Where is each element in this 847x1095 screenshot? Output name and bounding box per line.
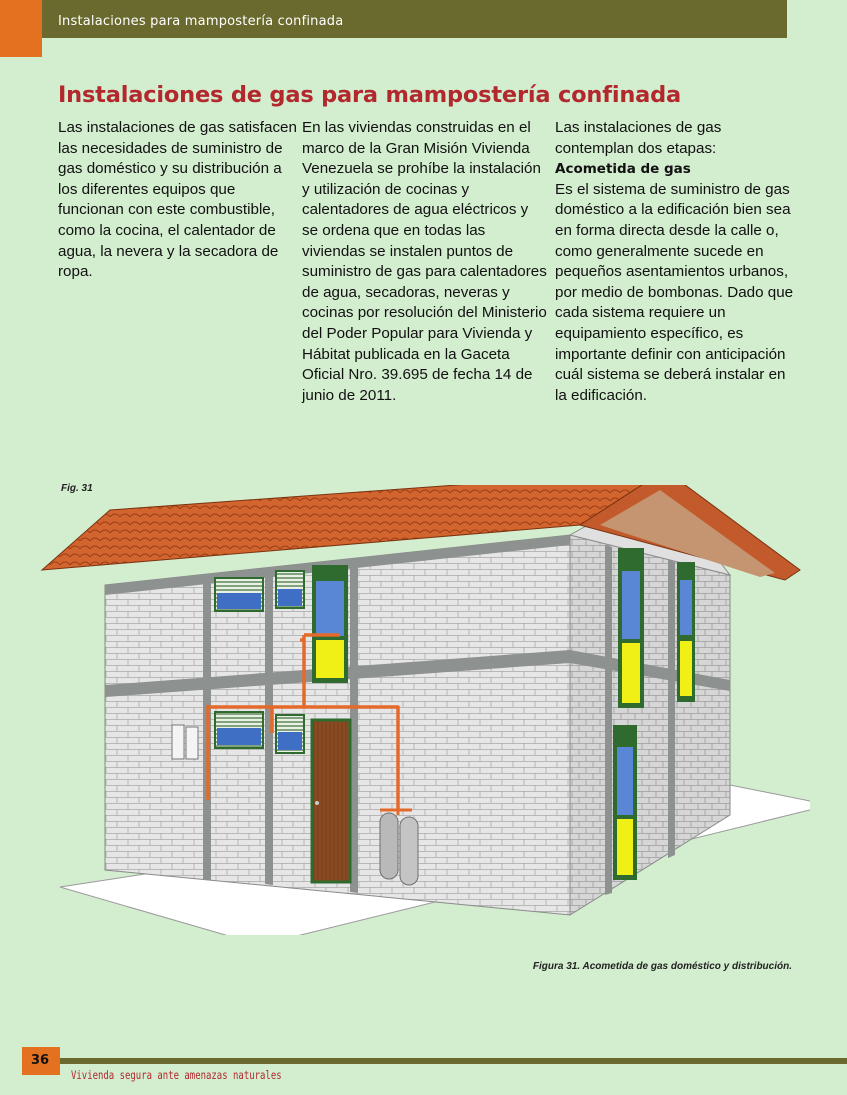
door-knob [315,801,319,805]
text-column-2 [302,118,548,406]
side-window-upper-2-yellow [680,641,692,696]
page-number-box [22,1047,60,1075]
window-upper-3-yellow [316,640,344,678]
side-column-2 [668,560,675,858]
figure-label: Fig. 31 [61,483,93,494]
paragraph: Las instalaciones de gas contemplan dos etapas: [555,119,722,157]
front-door [312,720,350,882]
header-accent-tab [0,0,42,57]
window-upper-1-glass [217,593,261,609]
side-window-lower-1-glass [617,747,633,815]
book-title: Vivienda segura ante amenazas naturales [71,1068,282,1082]
side-window-upper-2-glass [680,580,692,635]
gas-cylinder-2 [400,817,418,885]
side-window-upper-1-glass [622,571,640,639]
gas-meter-2 [186,727,198,759]
section-subheading: Acometida de gas [555,161,691,178]
text-column-1 [58,118,302,283]
side-column-1 [605,545,612,895]
window-lower-2-glass [278,732,302,750]
side-wall [570,535,730,915]
window-lower-1-glass [217,728,261,745]
side-window-upper-1-yellow [622,643,640,703]
page-number: 36 [31,1053,50,1068]
door-group [312,720,350,882]
side-window-lower-1-yellow [617,819,633,875]
running-title: Instalaciones para mampostería confinada [58,14,344,29]
footer-rule [22,1058,847,1064]
window-upper-2-glass [278,589,302,606]
page-title: Instalaciones de gas para mampostería confinada [58,82,682,108]
house-illustration [40,485,810,935]
text-column-3 [555,118,795,406]
window-upper-3-glass [316,581,344,636]
gas-cylinder-1 [380,813,398,879]
paragraph: Las instalaciones de gas satisfacen las necesidades de suministro de gas doméstico y su distribución a los diferentes equipos que funcionan con este combustible, como la cocina, el calentador de agua, la nevera y la secadora de ropa. [58,119,297,281]
header-bar [42,0,787,38]
figure-caption: Figura 31. Acometida de gas doméstico y distribución. [532,961,792,972]
paragraph: En las viviendas construidas en el marco de la Gran Misión Vivienda Venezuela se prohíbe la instalación y utilización de cocinas y calentadores de agua eléctricos y se ordena que en todas las viviendas se instalen puntos de suministro de gas para calentadores de agua, secadoras, neveras y cocinas por resolución del Ministerio del Poder Popular para Vivienda y Hábitat publicada en la Gaceta Oficial Nro. 39.695 de fecha 14 de junio de 2011. [302,119,547,404]
gas-meter-1 [172,725,184,759]
paragraph: Es el sistema de suministro de gas doméstico a la edificación bien sea en forma directa desde la calle o, como generalmente sucede en pequeños asentamientos urbanos, por medio de bombonas. Dado que cada sistema requiere un equipamiento específico, es importante definir con anticipación cuál sistema se deberá instalar en la edificación. [555,180,794,404]
